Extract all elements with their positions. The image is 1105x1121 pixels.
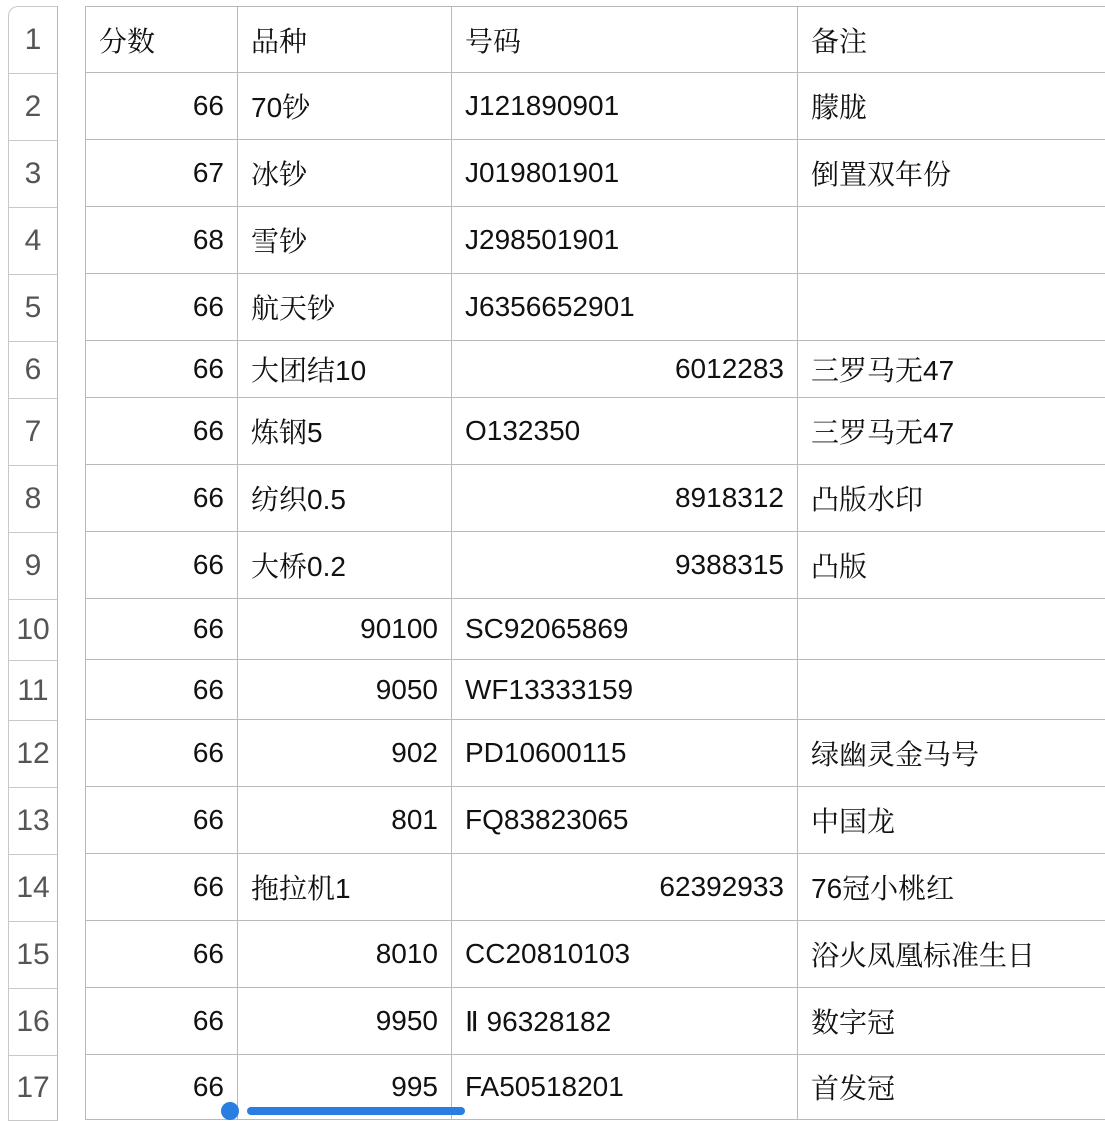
table-cell[interactable]: 9388315 [452,532,798,599]
table-cell[interactable]: 雪钞 [238,207,452,274]
table-cell[interactable]: 冰钞 [238,140,452,207]
table-cell[interactable]: 801 [238,787,452,854]
table-cell[interactable]: 66 [85,787,238,854]
table-cell[interactable]: 70钞 [238,73,452,140]
table-cell[interactable]: 66 [85,1055,238,1120]
table-cell[interactable]: 66 [85,398,238,465]
table-cell[interactable]: 8010 [238,921,452,988]
column-header-cell[interactable]: 分数 [85,6,238,73]
table-cell[interactable]: 902 [238,720,452,787]
table-cell[interactable]: 中国龙 [798,787,1105,854]
table-cell[interactable]: 66 [85,720,238,787]
table-cell[interactable]: 凸版水印 [798,465,1105,532]
column-header-cell[interactable]: 品种 [238,6,452,73]
row-header[interactable]: 17 [8,1055,58,1121]
table-cell[interactable]: 9050 [238,660,452,720]
column-header-cell[interactable]: 备注 [798,6,1105,73]
table-cell[interactable]: 66 [85,341,238,398]
row-header[interactable]: 3 [8,140,58,208]
table-cell[interactable]: 76冠小桃红 [798,854,1105,921]
table-cell[interactable]: 炼钢5 [238,398,452,465]
table-cell[interactable] [798,207,1105,274]
column-header-cell[interactable]: 号码 [452,6,798,73]
row-header[interactable]: 4 [8,207,58,275]
table-cell[interactable]: FA50518201 [452,1055,798,1120]
table-cell[interactable]: CC20810103 [452,921,798,988]
table-cell[interactable]: 三罗马无47 [798,341,1105,398]
table-cell[interactable]: 66 [85,921,238,988]
row-header[interactable]: 9 [8,532,58,600]
table-cell[interactable]: 66 [85,73,238,140]
table-cell[interactable]: FQ83823065 [452,787,798,854]
selection-bar[interactable] [247,1107,465,1115]
table-cell[interactable]: 大团结10 [238,341,452,398]
table-cell[interactable]: J298501901 [452,207,798,274]
table-cell[interactable]: Ⅱ 96328182 [452,988,798,1055]
table-cell[interactable]: 三罗马无47 [798,398,1105,465]
table-cell[interactable]: 66 [85,465,238,532]
table-cell[interactable]: WF13333159 [452,660,798,720]
table-cell[interactable]: 9950 [238,988,452,1055]
row-header[interactable]: 8 [8,465,58,533]
table-cell[interactable]: 66 [85,599,238,660]
row-header[interactable]: 10 [8,599,58,661]
row-header[interactable]: 2 [8,73,58,141]
table-cell[interactable]: 995 [238,1055,452,1120]
row-header[interactable]: 13 [8,787,58,855]
row-header[interactable]: 1 [8,6,58,74]
table-cell[interactable]: 66 [85,274,238,341]
table-cell[interactable]: 8918312 [452,465,798,532]
table-cell[interactable]: 大桥0.2 [238,532,452,599]
table-cell[interactable] [798,660,1105,720]
table-cell[interactable]: 66 [85,532,238,599]
selection-handle[interactable] [221,1102,239,1120]
table-cell[interactable]: O132350 [452,398,798,465]
table-cell[interactable]: 航天钞 [238,274,452,341]
table-cell[interactable]: SC92065869 [452,599,798,660]
table-cell[interactable]: 6012283 [452,341,798,398]
table-cell[interactable]: 浴火凤凰标准生日 [798,921,1105,988]
row-header[interactable]: 7 [8,398,58,466]
row-header[interactable]: 5 [8,274,58,342]
table-cell[interactable]: J019801901 [452,140,798,207]
table-cell[interactable]: 拖拉机1 [238,854,452,921]
table-cell[interactable]: 朦胧 [798,73,1105,140]
table-cell[interactable]: 数字冠 [798,988,1105,1055]
table-cell[interactable]: 62392933 [452,854,798,921]
row-header[interactable]: 6 [8,341,58,399]
table-cell[interactable]: 66 [85,660,238,720]
table-cell[interactable] [798,274,1105,341]
table-cell[interactable]: 绿幽灵金马号 [798,720,1105,787]
row-header[interactable]: 16 [8,988,58,1056]
table-cell[interactable]: PD10600115 [452,720,798,787]
table-cell[interactable] [798,599,1105,660]
row-header[interactable]: 12 [8,720,58,788]
table-cell[interactable]: 66 [85,988,238,1055]
table-cell[interactable]: J121890901 [452,73,798,140]
table-cell[interactable]: 纺织0.5 [238,465,452,532]
table-cell[interactable]: 90100 [238,599,452,660]
table-cell[interactable]: 首发冠 [798,1055,1105,1120]
table-cell[interactable]: 67 [85,140,238,207]
table-cell[interactable]: 66 [85,854,238,921]
row-header[interactable]: 11 [8,660,58,721]
table-cell[interactable]: 倒置双年份 [798,140,1105,207]
table-cell[interactable]: 凸版 [798,532,1105,599]
row-header[interactable]: 15 [8,921,58,989]
row-header[interactable]: 14 [8,854,58,922]
table-cell[interactable]: J6356652901 [452,274,798,341]
table-cell[interactable]: 68 [85,207,238,274]
